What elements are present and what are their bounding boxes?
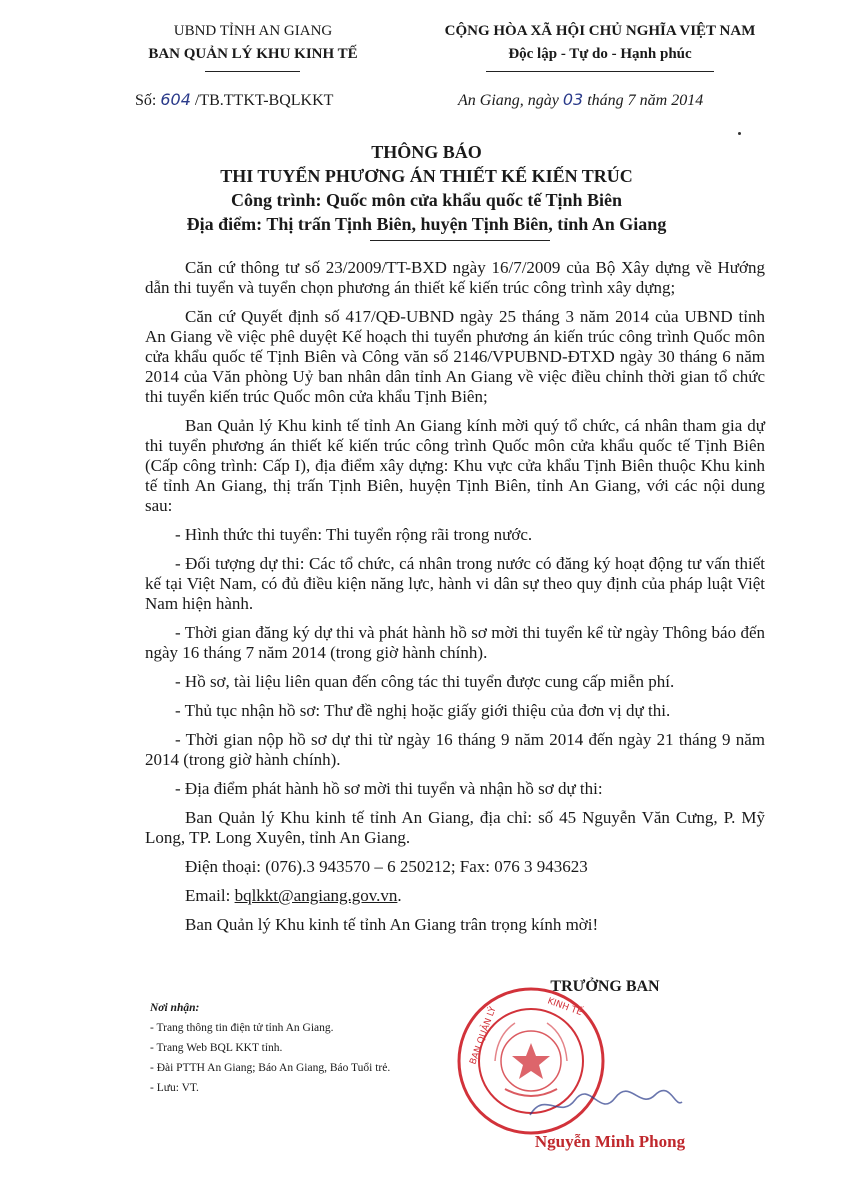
item-eligibility: - Đối tượng dự thi: Các tổ chức, cá nhân trong nước có đăng ký hoạt động tư vấn thiết kế tại Việt Nam, có đủ điều kiện năng lực, hành vi dân sự theo quy định của pháp luật Việt Nam hiện hành. bbox=[145, 554, 765, 613]
item-submission-period: - Thời gian nộp hồ sơ dự thi từ ngày 16 tháng 9 năm 2014 đến ngày 21 tháng 9 năm 2014 (trong giờ hành chính). bbox=[145, 730, 765, 769]
issuer-name: BAN QUẢN LÝ KHU KINH TẾ bbox=[148, 46, 358, 62]
paragraph-legal-basis-2: Căn cứ Quyết định số 417/QĐ-UBND ngày 25 tháng 3 năm 2014 của UBND tỉnh An Giang về việc phê duyệt Kế hoạch thi tuyển phương án kiến trúc công trình Quốc môn cửa khẩu quốc tế Tịnh Biên và Công văn số 2146/VPUBND-ĐTXD ngày 30 tháng 6 năm 2014 của Văn phòng Uỷ ban nhân dân tỉnh An Giang về việc điều chỉnh thời gian tổ chức thi tuyển kiến trúc Quốc môn cửa khẩu Tịnh Biên; bbox=[145, 307, 765, 406]
item-application-procedure: - Thủ tục nhận hồ sơ: Thư đề nghị hoặc giấy giới thiệu của đơn vị dự thi. bbox=[175, 701, 671, 720]
document-date bbox=[458, 90, 703, 110]
notice-title-block bbox=[100, 140, 753, 236]
notice-body bbox=[145, 258, 765, 944]
recipient-item: - Đài PTTH An Giang; Báo An Giang, Báo Tuổi trẻ. bbox=[150, 1062, 391, 1074]
title-underline bbox=[370, 240, 550, 241]
email-label: Email: bbox=[185, 886, 235, 905]
email-end: . bbox=[397, 886, 402, 905]
recipient-item: - Trang Web BQL KKT tỉnh. bbox=[150, 1042, 283, 1054]
issuer-underline bbox=[205, 71, 300, 72]
item-competition-form: - Hình thức thi tuyển: Thi tuyển rộng rãi trong nước. bbox=[175, 525, 533, 544]
document-number-suffix: /TB.TTKT-BQLKKT bbox=[190, 92, 334, 109]
notice-title: THÔNG BÁO bbox=[371, 142, 482, 162]
svg-text:KINH TẾ: KINH TẾ bbox=[545, 996, 584, 1019]
motto-underline bbox=[486, 71, 714, 72]
scan-mark bbox=[738, 132, 741, 135]
signatory-name: Nguyễn Minh Phong bbox=[534, 1132, 686, 1151]
document-number bbox=[135, 90, 333, 110]
contact-email bbox=[145, 886, 765, 906]
document-number-prefix: Số: bbox=[135, 92, 161, 109]
item-venue-heading: - Địa điểm phát hành hồ sơ mời thi tuyển và nhận hồ sơ dự thi: bbox=[175, 779, 603, 798]
handwritten-signature-icon bbox=[520, 1080, 690, 1130]
national-motto-block bbox=[400, 20, 800, 66]
national-name: CỘNG HÒA XÃ HỘI CHỦ NGHĨA VIỆT NAM bbox=[444, 23, 756, 39]
date-suffix: tháng 7 năm 2014 bbox=[583, 92, 704, 109]
item-documents-free: - Hồ sơ, tài liệu liên quan đến công tác thi tuyển được cung cấp miễn phí. bbox=[175, 672, 675, 691]
issuer-parent: UBND TỈNH AN GIANG bbox=[173, 23, 333, 39]
notice-subject: THI TUYỂN PHƯƠNG ÁN THIẾT KẾ KIẾN TRÚC bbox=[220, 166, 633, 186]
project-name: Công trình: Quốc môn cửa khẩu quốc tế Tịnh Biên bbox=[230, 190, 623, 210]
email-link[interactable]: bqlkkt@angiang.gov.vn bbox=[234, 886, 398, 905]
signatory-title: TRƯỞNG BAN bbox=[550, 978, 660, 995]
date-day-handwritten: 03 bbox=[562, 90, 584, 109]
paragraph-legal-basis-1: Căn cứ thông tư số 23/2009/TT-BXD ngày 16/7/2009 của Bộ Xây dựng về Hướng dẫn thi tuyển và tuyển chọn phương án thiết kế kiến trúc công trình xây dựng; bbox=[145, 258, 765, 297]
recipient-item: - Trang thông tin điện tử tỉnh An Giang. bbox=[150, 1022, 334, 1034]
document-number-handwritten: 604 bbox=[160, 90, 191, 109]
issuer-block bbox=[118, 20, 388, 66]
recipients-block bbox=[150, 998, 480, 1098]
paragraph-invitation: Ban Quản lý Khu kinh tế tỉnh An Giang kính mời quý tổ chức, cá nhân tham gia dự thi tuyển phương án thiết kế kiến trúc công trình Quốc môn cửa khẩu quốc tế Tịnh Biên (Cấp công trình: Cấp I), địa điểm xây dựng: Khu vực cửa khẩu Tịnh Biên thuộc Khu kinh tế tỉnh An Giang, thị trấn Tịnh Biên, huyện Tịnh Biên, tỉnh An Giang, với các nội dung sau: bbox=[145, 416, 765, 515]
contact-phone-fax: Điện thoại: (076).3 943570 – 6 250212; Fax: 076 3 943623 bbox=[185, 857, 588, 876]
recipients-heading: Nơi nhận: bbox=[150, 1002, 200, 1014]
item-registration-period: - Thời gian đăng ký dự thi và phát hành hồ sơ mời thi tuyển kể từ ngày Thông báo đến ngày 16 tháng 7 năm 2014 (trong giờ hành chính). bbox=[145, 623, 765, 662]
venue-address: Ban Quản lý Khu kinh tế tỉnh An Giang, địa chỉ: số 45 Nguyễn Văn Cưng, P. Mỹ Long, TP. Long Xuyên, tỉnh An Giang. bbox=[145, 808, 765, 847]
project-location: Địa điểm: Thị trấn Tịnh Biên, huyện Tịnh Biên, tỉnh An Giang bbox=[186, 214, 667, 234]
closing-line: Ban Quản lý Khu kinh tế tỉnh An Giang trân trọng kính mời! bbox=[185, 915, 599, 934]
date-prefix: An Giang, ngày bbox=[458, 92, 563, 109]
national-motto: Độc lập - Tự do - Hạnh phúc bbox=[508, 46, 692, 62]
svg-text:BAN QUẢN LÝ: BAN QUẢN LÝ bbox=[468, 1005, 499, 1067]
recipient-item: - Lưu: VT. bbox=[150, 1082, 199, 1094]
